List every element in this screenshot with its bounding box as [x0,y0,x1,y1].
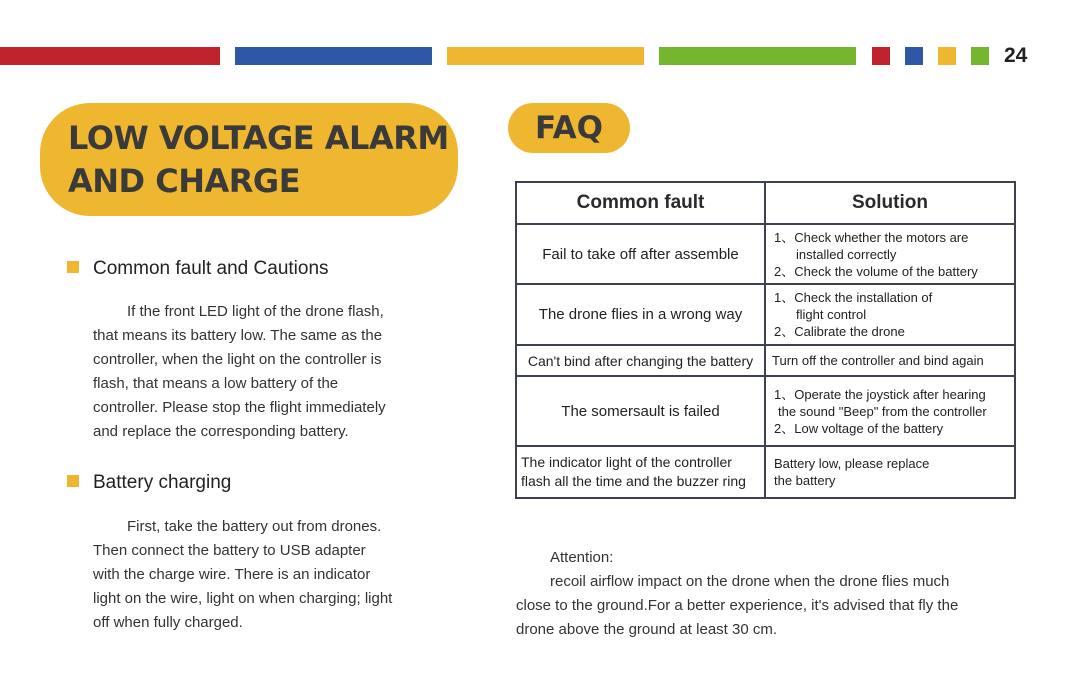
heading-common-fault: Common fault and Cautions [67,258,329,280]
faq-table [515,181,1016,499]
fault-cell: The indicator light of the controller flash all the time and the buzzer ring [516,446,765,498]
section-title-box [40,103,458,216]
table-row [516,345,1015,376]
solution-cell: Turn off the controller and bind again [765,345,1015,376]
fault-cell: Can't bind after changing the battery [516,345,765,376]
attention-label: Attention: [550,549,614,566]
header-common-fault: Common fault [516,182,765,224]
solution-cell: 1、Check whether the motors are installed correctly 2、Check the volume of the battery [765,224,1015,284]
solution-cell: Battery low, please replace the battery [765,446,1015,498]
paragraph-cautions: If the front LED light of the drone flash, that means its battery low. The same as the controller, when the light on the controller is flash, that means a low battery of the controller. Please stop the flight immediately and replace the corresponding battery. [93,303,386,440]
table-row [516,376,1015,446]
heading-battery-charging: Battery charging [67,472,231,494]
table-row [516,284,1015,345]
table-row [516,224,1015,284]
faq-title-box [508,103,630,153]
color-square-red [872,47,890,65]
paragraph-charging: First, take the battery out from drones. Then connect the battery to USB adapter with the charge wire. There is an indicator light on the wire, light on when charging; light off when fully charged. [93,518,393,631]
color-bar-red [0,47,220,65]
color-square-yellow [938,47,956,65]
fault-cell: The drone flies in a wrong way [516,284,765,345]
fault-cell: Fail to take off after assemble [516,224,765,284]
section-title-line-1: LOW VOLTAGE ALARM [68,119,449,157]
color-square-green [971,47,989,65]
table-row [516,446,1015,498]
solution-cell: 1、Check the installation of flight control 2、Calibrate the drone [765,284,1015,345]
color-square-blue [905,47,923,65]
page-number: 24 [1004,44,1028,67]
faq-header-row [516,182,1015,224]
attention-note: Attention: recoil airflow impact on the drone when the drone flies much close to the ground.For a better experience, it's advised that fly the drone above the ground at least 30 cm. [516,546,958,642]
fault-cell: The somersault is failed [516,376,765,446]
square-bullet-icon [67,261,79,273]
section-title-line-2: AND CHARGE [68,162,301,200]
color-bar-yellow [447,47,644,65]
solution-cell: 1、Operate the joystick after hearing the sound "Beep" from the controller 2、Low voltage of the battery [765,376,1015,446]
square-bullet-icon [67,475,79,487]
header-solution: Solution [765,182,1015,224]
color-bar-blue [235,47,432,65]
color-bar-green [659,47,856,65]
faq-title: FAQ [535,110,603,146]
